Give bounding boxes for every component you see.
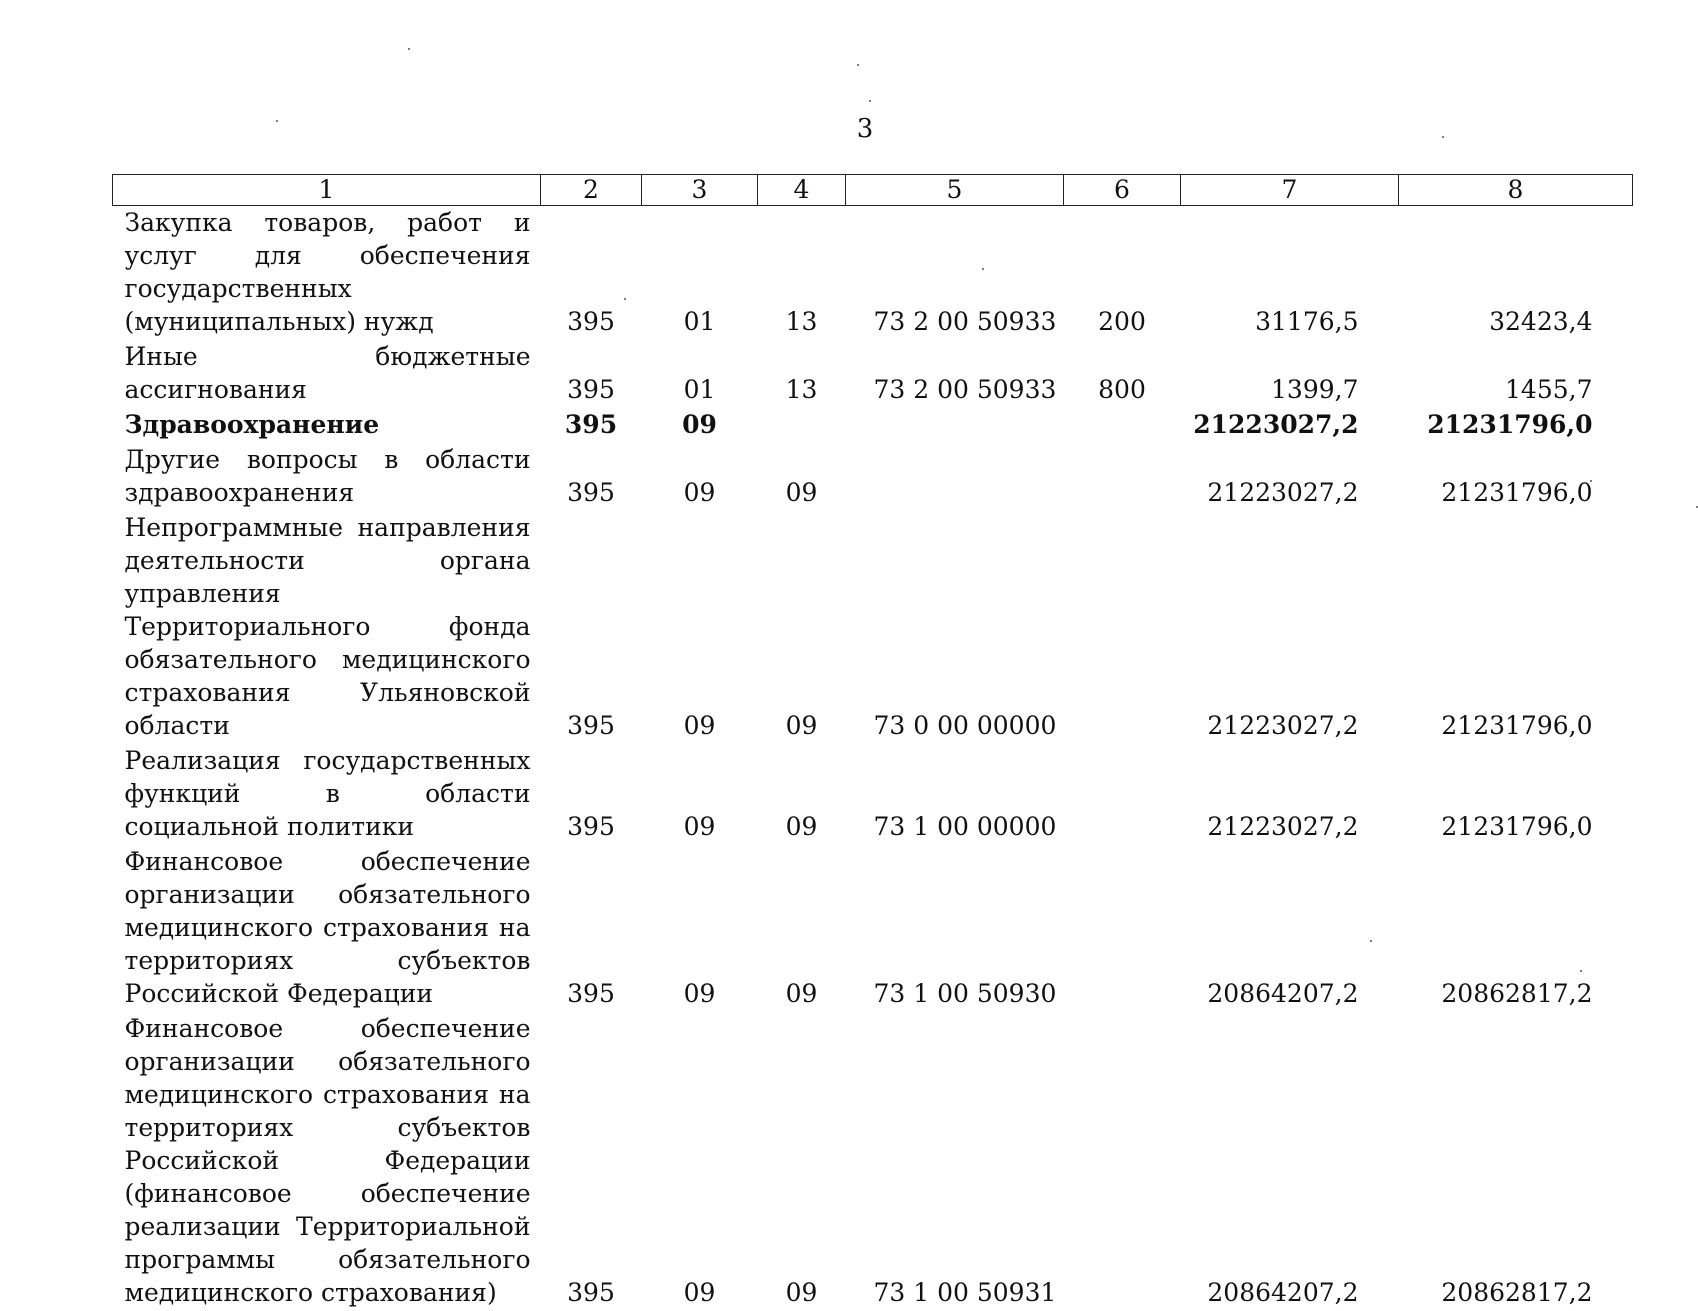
table-row [113, 206, 1633, 341]
amount-year1-cell: 20864207,2 [1181, 845, 1399, 1012]
admin-code-cell: 395 [541, 408, 642, 443]
section-code-cell: 09 [642, 511, 758, 744]
scan-speck [408, 48, 410, 50]
column-header: 1 [113, 175, 541, 206]
section-code-cell: 01 [642, 340, 758, 408]
target-article-cell: 73 1 00 50931 [846, 1012, 1064, 1311]
scan-speck [1442, 136, 1444, 138]
amount-year2-cell: 21231796,0 [1399, 408, 1633, 443]
row-name-cell: Другие вопросы в области здравоохранения [113, 443, 541, 511]
admin-code-cell: 395 [541, 1012, 642, 1311]
admin-code-cell: 395 [541, 443, 642, 511]
expense-type-cell [1064, 1012, 1181, 1311]
section-code-cell: 09 [642, 1012, 758, 1311]
row-name-cell: Финансовое обеспечение организации обязательного медицинского страхования на территориях субъектов Российской Федерации [113, 845, 541, 1012]
scan-speck [857, 64, 859, 66]
column-header: 2 [541, 175, 642, 206]
amount-year2-cell: 21231796,0 [1399, 511, 1633, 744]
table-row [113, 845, 1633, 1012]
header-row [113, 175, 1633, 206]
table-row [113, 511, 1633, 744]
subsection-code-cell: 13 [758, 206, 846, 341]
scan-speck [869, 100, 871, 102]
column-header: 3 [642, 175, 758, 206]
row-name-cell: Реализация государственных функций в области социальной политики [113, 744, 541, 845]
admin-code-cell: 395 [541, 744, 642, 845]
amount-year2-cell: 21231796,0 [1399, 744, 1633, 845]
expense-type-cell [1064, 443, 1181, 511]
expense-type-cell [1064, 744, 1181, 845]
amount-year2-cell: 1455,7 [1399, 340, 1633, 408]
row-name-cell: Иные бюджетные ассигнования [113, 340, 541, 408]
section-code-cell: 01 [642, 206, 758, 341]
column-header: 7 [1181, 175, 1399, 206]
row-name-cell: Непрограммные направления деятельности органа управления Территориального фонда обязательного медицинского страхования Ульяновской области [113, 511, 541, 744]
column-header: 4 [758, 175, 846, 206]
amount-year1-cell: 1399,7 [1181, 340, 1399, 408]
subsection-code-cell: 09 [758, 1012, 846, 1311]
subsection-code-cell: 13 [758, 340, 846, 408]
amount-year1-cell: 31176,5 [1181, 206, 1399, 341]
subsection-code-cell: 09 [758, 845, 846, 1012]
section-code-cell: 09 [642, 845, 758, 1012]
table-row [113, 408, 1633, 443]
target-article-cell: 73 1 00 00000 [846, 744, 1064, 845]
target-article-cell: 73 2 00 50933 [846, 340, 1064, 408]
amount-year1-cell: 21223027,2 [1181, 511, 1399, 744]
column-header: 8 [1399, 175, 1633, 206]
amount-year1-cell: 21223027,2 [1181, 408, 1399, 443]
target-article-cell: 73 0 00 00000 [846, 511, 1064, 744]
amount-year1-cell: 21223027,2 [1181, 744, 1399, 845]
budget-table [112, 174, 1633, 1311]
target-article-cell: 73 1 00 50930 [846, 845, 1064, 1012]
admin-code-cell: 395 [541, 206, 642, 341]
table-row [113, 1012, 1633, 1311]
row-name-cell: Здравоохранение [113, 408, 541, 443]
subsection-code-cell [758, 408, 846, 443]
expense-type-cell [1064, 845, 1181, 1012]
subsection-code-cell: 09 [758, 744, 846, 845]
amount-year2-cell: 21231796,0 [1399, 443, 1633, 511]
table-body [113, 206, 1633, 1311]
scan-speck [276, 120, 278, 122]
target-article-cell: 73 2 00 50933 [846, 206, 1064, 341]
amount-year1-cell: 21223027,2 [1181, 443, 1399, 511]
amount-year1-cell: 20864207,2 [1181, 1012, 1399, 1311]
table-row [113, 443, 1633, 511]
expense-type-cell: 800 [1064, 340, 1181, 408]
section-code-cell: 09 [642, 408, 758, 443]
section-code-cell: 09 [642, 744, 758, 845]
row-name-cell: Финансовое обеспечение организации обязательного медицинского страхования на территориях субъектов Российской Федерации (финансовое обеспечение реализации Территориальной программы обязательного медицинского страхования) [113, 1012, 541, 1311]
amount-year2-cell: 20862817,2 [1399, 1012, 1633, 1311]
expense-type-cell [1064, 511, 1181, 744]
column-header: 6 [1064, 175, 1181, 206]
table-row [113, 340, 1633, 408]
admin-code-cell: 395 [541, 511, 642, 744]
amount-year2-cell: 20862817,2 [1399, 845, 1633, 1012]
subsection-code-cell: 09 [758, 511, 846, 744]
expense-type-cell: 200 [1064, 206, 1181, 341]
target-article-cell [846, 408, 1064, 443]
column-header: 5 [846, 175, 1064, 206]
admin-code-cell: 395 [541, 340, 642, 408]
expense-type-cell [1064, 408, 1181, 443]
amount-year2-cell: 32423,4 [1399, 206, 1633, 341]
table-row [113, 744, 1633, 845]
page-number: 3 [0, 114, 1698, 144]
target-article-cell [846, 443, 1064, 511]
subsection-code-cell: 09 [758, 443, 846, 511]
admin-code-cell: 395 [541, 845, 642, 1012]
row-name-cell: Закупка товаров, работ и услуг для обеспечения государственных (муниципальных) нужд [113, 206, 541, 341]
section-code-cell: 09 [642, 443, 758, 511]
